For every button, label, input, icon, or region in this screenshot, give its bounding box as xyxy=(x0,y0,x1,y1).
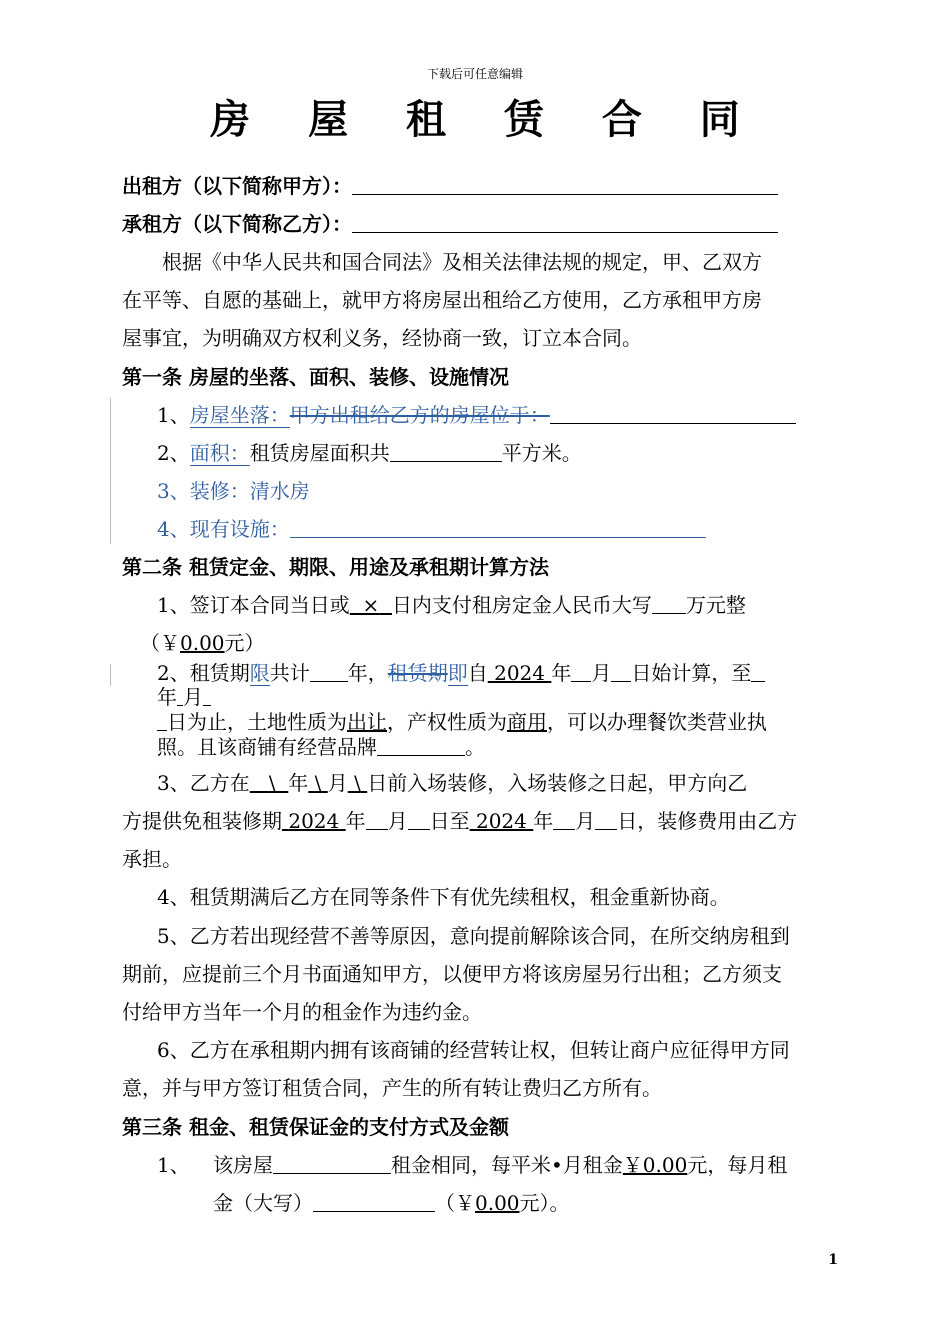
entry-day[interactable]: \ xyxy=(354,771,361,795)
intro-line-3: 屋事宜，为明确双方权利义务，经协商一致，订立本合同。 xyxy=(122,326,642,350)
struck-text: 甲方出租给乙方的房屋位于： xyxy=(289,403,550,427)
entry-year[interactable]: \ xyxy=(268,771,276,795)
free-start-day-blank[interactable] xyxy=(408,807,430,830)
intro-line-2: 在平等、自愿的基础上，就甲方将房屋出租给乙方使用，乙方承租甲方房 xyxy=(122,288,762,312)
end-day-blank-2[interactable] xyxy=(157,708,167,731)
start-month-blank[interactable] xyxy=(571,659,591,682)
location-label: 房屋坐落： xyxy=(189,403,290,427)
location-blank[interactable] xyxy=(550,401,796,424)
page-number: 1 xyxy=(828,1252,838,1268)
art2-para-4: 4、租赁期满后乙方在同等条件下有优先续租权，租金重新协商。 xyxy=(157,885,730,909)
free-end-day-blank[interactable] xyxy=(595,807,617,830)
article-3-heading: 第三条 租金、租赁保证金的支付方式及金额 xyxy=(122,1115,509,1139)
art2-para-2-line-3: 日为止，土地性质为出让，产权性质为商用，可以办理餐饮类营业执 xyxy=(157,708,767,736)
art1-item-4: 4、现有设施： xyxy=(157,515,706,543)
brand-blank[interactable] xyxy=(377,733,465,756)
art3-item-1-num: 1、 xyxy=(157,1153,190,1177)
article-1-heading: 第一条 房屋的坐落、面积、装修、设施情况 xyxy=(122,365,509,389)
art2-para-6-line-2: 意，并与甲方签订租赁合同，产生的所有转让费归乙方所有。 xyxy=(122,1076,662,1100)
art2-para-2-line-4: 照。且该商铺有经营品牌 。 xyxy=(157,735,485,759)
lessor-blank[interactable] xyxy=(352,172,778,195)
art2-para-2-line-2: 年 月 xyxy=(157,683,211,711)
art2-para-5-line-2: 期前，应提前三个月书面通知甲方，以便甲方将该房屋另行出租；乙方须支 xyxy=(122,962,782,986)
art1-item-2: 2、面积：租赁房屋面积共 平方米。 xyxy=(157,441,582,465)
revision-bar-2 xyxy=(110,664,111,686)
document-title: 房 屋 租 赁 合 同 xyxy=(210,96,762,143)
article-2-heading: 第二条 租赁定金、期限、用途及承租期计算方法 xyxy=(122,555,549,579)
art3-item-1-line-2: 金（大写） （￥0.00元）。 xyxy=(213,1191,570,1215)
art2-para-3-line-2: 方提供免租装修期 2024 年 月 日至 2024 年 月 日，装修费用由乙方 xyxy=(122,809,798,833)
area-label: 面积： xyxy=(189,441,250,465)
rent-basis-blank[interactable] xyxy=(273,1151,391,1174)
art1-item-1: 1、房屋坐落：甲方出租给乙方的房屋位于： xyxy=(157,401,796,429)
area-blank[interactable] xyxy=(390,439,502,462)
lessor-line xyxy=(122,172,778,200)
facilities-blank[interactable] xyxy=(290,515,706,538)
art2-para-1: 1、签订本合同当日或 × 日内支付租房定金人民币大写 万元整 xyxy=(157,593,746,617)
lessee-line xyxy=(122,210,778,238)
art2-para-5-line-1: 5、乙方若出现经营不善等原因，意向提前解除该合同，在所交纳房租到 xyxy=(157,924,790,948)
art2-para-3-line-1: 3、乙方在 \ 年 \ 月 \ 日前入场装修，入场装修之日起，甲方向乙 xyxy=(157,771,748,795)
art2-para-3-line-3: 承担。 xyxy=(122,847,182,871)
intro-line-1: 根据《中华人民共和国合同法》及相关法律法规的规定，甲、乙双方 xyxy=(162,250,762,274)
monthly-rent-amount: 0.00 xyxy=(475,1191,520,1215)
start-day-blank[interactable] xyxy=(611,659,631,682)
entry-month[interactable]: \ xyxy=(314,771,322,795)
revision-bar xyxy=(110,398,111,544)
monthly-rent-words-blank[interactable] xyxy=(313,1189,435,1212)
lessee-blank[interactable] xyxy=(352,210,778,233)
page-header: 下载后可任意编辑 xyxy=(426,67,523,81)
rent-per-sqm: ￥0.00 xyxy=(622,1153,688,1177)
lessee-label: 承租方（以下简称乙方）： xyxy=(122,212,352,236)
end-day-blank[interactable] xyxy=(203,683,211,706)
art2-para-1-amount: （￥0.00元） xyxy=(140,631,265,655)
start-year: 2024 xyxy=(494,661,545,685)
art1-item-3: 3、装修：清水房 xyxy=(157,479,310,503)
art2-para-5-line-3: 付给甲方当年一个月的租金作为违约金。 xyxy=(122,1000,482,1024)
free-start-month-blank[interactable] xyxy=(366,807,388,830)
deposit-amount: 0.00 xyxy=(180,631,225,655)
days-mark[interactable]: × xyxy=(362,593,380,617)
term-years-blank[interactable] xyxy=(310,659,348,682)
art3-item-1-line-1: 该房屋 租金相同，每平米•月租金￥0.00元，每月租 xyxy=(213,1153,788,1177)
art2-para-2-line-1: 2、租赁期限共计 年，租赁期即自 2024 年 月 日始计算，至 xyxy=(157,659,765,687)
lessor-label: 出租方（以下简称甲方）： xyxy=(122,174,352,198)
deposit-amount-blank[interactable] xyxy=(652,591,686,614)
end-year-blank[interactable] xyxy=(751,659,765,682)
free-end-month-blank[interactable] xyxy=(553,807,575,830)
art2-para-6-line-1: 6、乙方在承租期内拥有该商铺的经营转让权，但转让商户应征得甲方同 xyxy=(157,1038,790,1062)
